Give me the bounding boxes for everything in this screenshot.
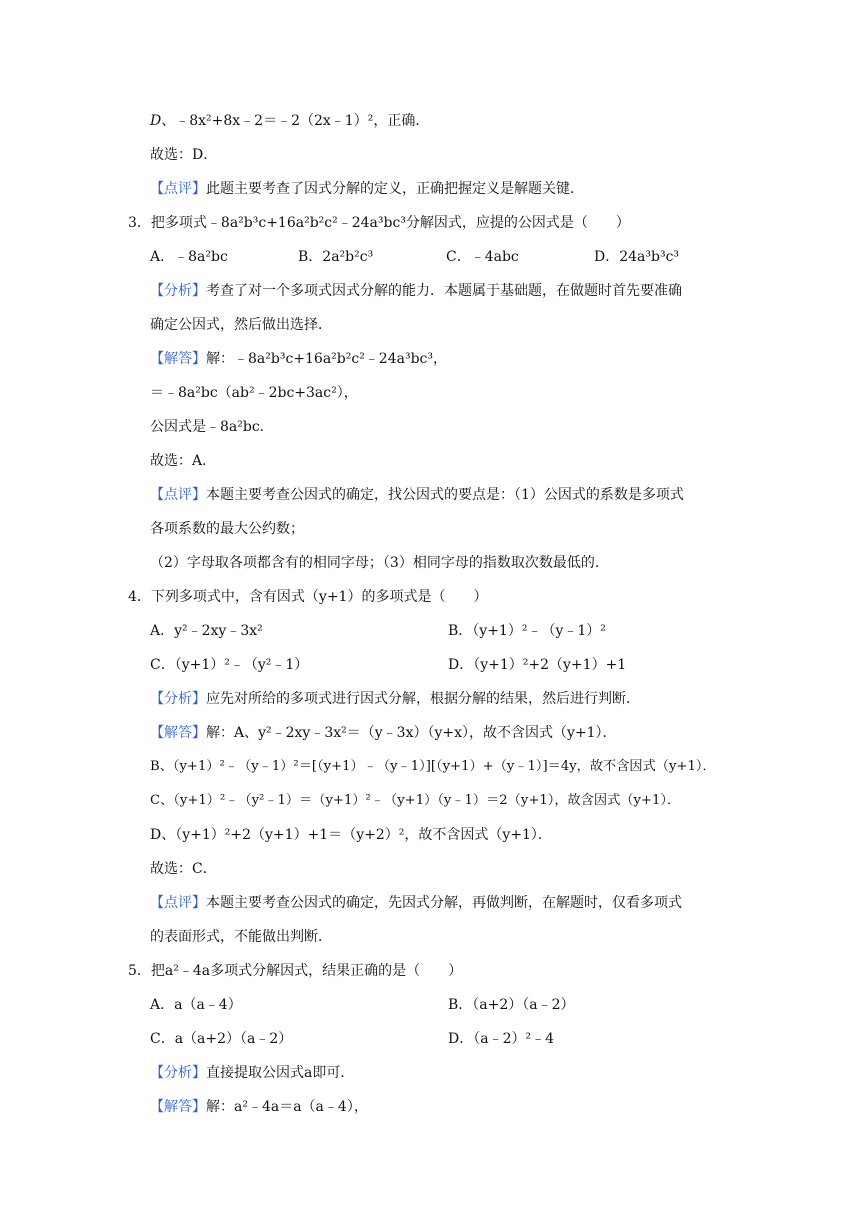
- analysis-tag: 【分析】: [150, 283, 206, 299]
- q3-answer: [150, 349, 447, 369]
- q3-option-d: D．24a³b³c³: [594, 249, 680, 265]
- q4-option-a: A．y²﹣2xy﹣3x²: [150, 623, 263, 639]
- q2-option-d-solution: [150, 111, 429, 131]
- q4-answer-d: D、（y+1）²+2（y+1）+1＝（y+2）²，故不含因式（y+1）．: [150, 827, 552, 843]
- q5-analysis: [150, 1063, 354, 1083]
- q3-comment-cont: 各项系数的最大公约数；: [150, 521, 304, 537]
- comment-text: 本题主要考查公因式的确定，找公因式的要点是：（1）公因式的系数是多项式: [206, 487, 684, 503]
- solution-text: 、﹣8x²+8x﹣2＝﹣2（2x﹣1）²，正确．: [161, 113, 430, 129]
- analysis-text: 直接提取公因式a即可．: [206, 1065, 355, 1081]
- q4-option-b: B．（y+1）²﹣（y﹣1）²: [448, 623, 606, 639]
- q4-answer: [150, 723, 617, 743]
- comment-text: 本题主要考查公因式的确定，先因式分解，再做判断，在解题时，仅看多项式: [206, 895, 682, 911]
- q3-analysis-cont: 确定公因式，然后做出选择．: [150, 317, 332, 333]
- q3-analysis: [150, 281, 682, 301]
- question-number: 3．: [128, 215, 151, 231]
- q3-option-c: C．﹣4abc: [446, 249, 519, 265]
- q4-stem: [128, 587, 487, 607]
- q3-choice: 故选：A．: [150, 453, 217, 469]
- q3-answer-result: 公因式是﹣8a²bc．: [150, 419, 274, 435]
- q4-option-d: D．（y+1）²+2（y+1）+1: [448, 657, 627, 673]
- q5-option-a: A．a（a﹣4）: [150, 997, 242, 1013]
- question-stem: 下列多项式中，含有因式（y+1）的多项式是（ ）: [150, 589, 488, 605]
- answer-tag: 【解答】: [150, 725, 206, 741]
- q4-answer-b: B、（y+1）²﹣（y﹣1）²＝[（y+1）﹣（y﹣1）][（y+1）+（y﹣1）]＝4y，故不含因式（y+1）．: [150, 759, 716, 774]
- q5-answer: [150, 1097, 368, 1117]
- analysis-text: 考查了对一个多项式因式分解的能力．本题属于基础题，在做题时首先要准确: [206, 283, 682, 299]
- answer-text: 解：A、y²﹣2xy﹣3x²＝（y﹣3x）（y+x），故不含因式（y+1）．: [206, 725, 617, 741]
- analysis-tag: 【分析】: [150, 691, 206, 707]
- question-number: 4．: [128, 589, 151, 605]
- q3-answer-step: ＝﹣8a²bc（ab²﹣2bc+3ac²），: [150, 385, 358, 401]
- answer-tag: 【解答】: [150, 1099, 206, 1115]
- q4-comment-cont: 的表面形式，不能做出判断．: [150, 929, 332, 945]
- comment-tag: 【点评】: [150, 181, 206, 197]
- q3-option-b: B．2a²b²c³: [298, 249, 374, 265]
- q4-option-c: C．（y+1）²﹣（y²﹣1）: [150, 657, 309, 673]
- q4-comment: [150, 893, 682, 913]
- q3-option-a: A．﹣8a²bc: [150, 249, 228, 265]
- q3-stem: [128, 213, 630, 233]
- q5-stem: [128, 961, 462, 981]
- q5-option-d: D．（a﹣2）²﹣4: [448, 1031, 554, 1047]
- analysis-tag: 【分析】: [150, 1065, 206, 1081]
- analysis-text: 应先对所给的多项式进行因式分解，根据分解的结果，然后进行判断．: [206, 691, 640, 707]
- q4-answer-c: C、（y+1）²﹣（y²﹣1）＝（y+1）²﹣（y+1）（y﹣1）＝2（y+1），故含因式（y+1）．: [150, 793, 681, 808]
- q2-comment: [150, 179, 584, 199]
- q4-analysis: [150, 689, 640, 709]
- question-stem: 把a²﹣4a多项式分解因式，结果正确的是（ ）: [150, 963, 463, 979]
- question-number: 5．: [128, 963, 151, 979]
- answer-tag: 【解答】: [150, 351, 206, 367]
- answer-prefix: 解：: [206, 351, 234, 367]
- q3-comment: [150, 485, 684, 505]
- comment-text: 此题主要考查了因式分解的定义，正确把握定义是解题关键．: [206, 181, 584, 197]
- comment-tag: 【点评】: [150, 487, 206, 503]
- q2-choice: 故选：D．: [150, 147, 218, 163]
- answer-text: ﹣8a²b³c+16a²b²c²﹣24a³bc³，: [234, 351, 448, 367]
- question-stem: 把多项式﹣8a²b³c+16a²b²c²﹣24a³bc³分解因式，应提的公因式是（ ）: [150, 215, 630, 231]
- q4-choice: 故选：C．: [150, 861, 217, 877]
- answer-text: 解：a²﹣4a＝a（a﹣4），: [206, 1099, 368, 1115]
- q3-comment-cont-2: （2）字母取各项都含有的相同字母；（3）相同字母的指数取次数最低的．: [150, 555, 609, 571]
- comment-tag: 【点评】: [150, 895, 206, 911]
- q5-option-c: C．a（a+2）（a﹣2）: [150, 1031, 293, 1047]
- option-letter: D: [150, 113, 162, 129]
- q5-option-b: B．（a+2）（a﹣2）: [448, 997, 575, 1013]
